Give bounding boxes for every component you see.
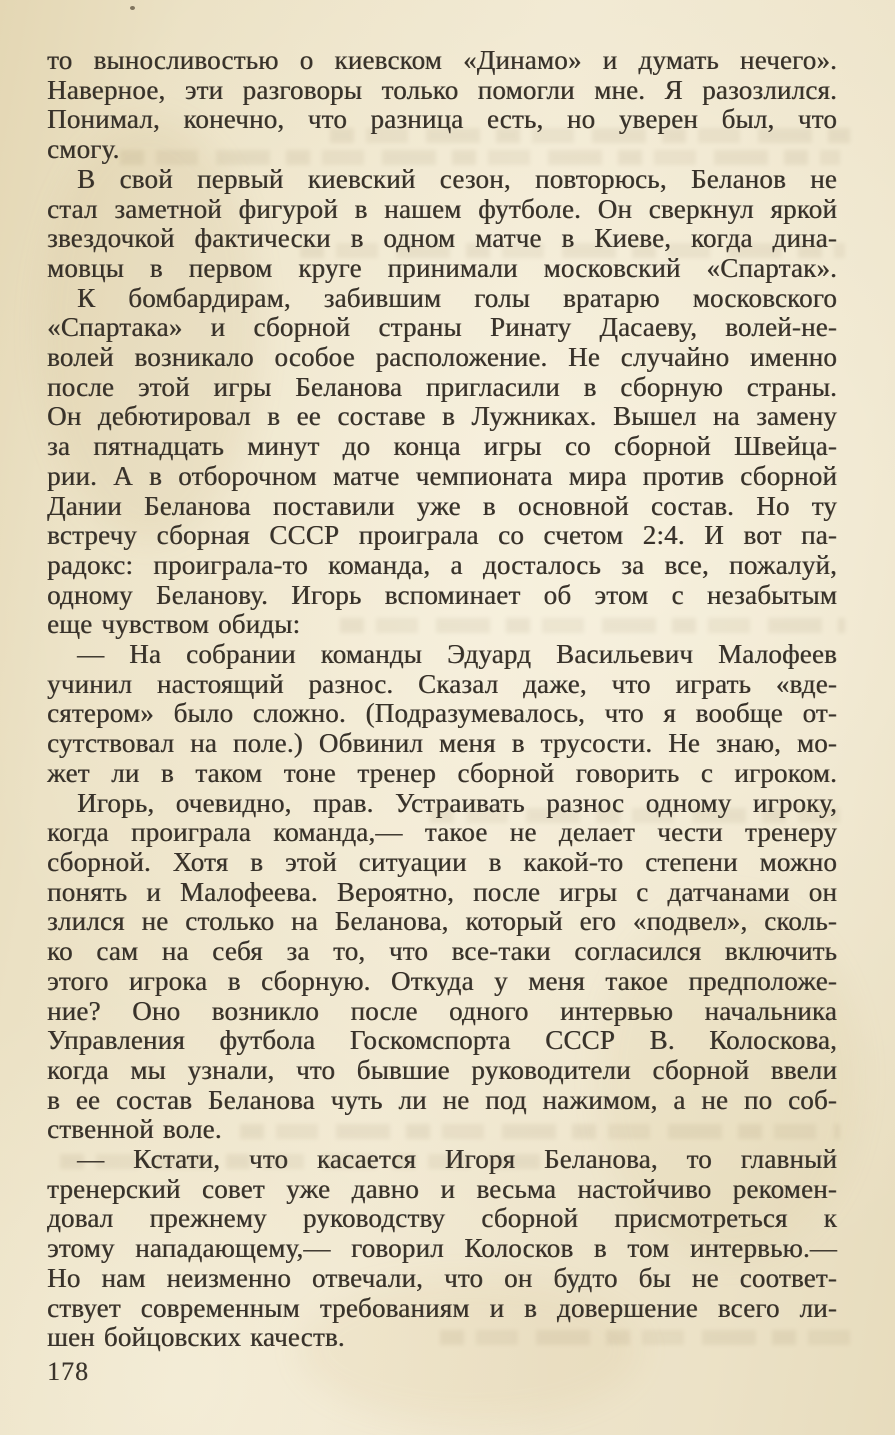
text-line: учинил настоящий разнос. Сказал даже, что играть «вде- <box>47 668 837 699</box>
text-line: встречу сборная СССР проиграла со счетом 2:4. И вот па- <box>47 520 837 551</box>
text-line: волей возникало особое расположение. Не случайно именно <box>47 342 837 373</box>
text-line: сутствовал на поле.) Обвинил меня в трусости. Не знаю, мо- <box>47 728 837 759</box>
text-line: одному Беланову. Игорь вспоминает об этом с незабытым <box>47 579 837 610</box>
text-line: Игорь, очевидно, прав. Устраивать разнос одному игроку, <box>77 787 837 818</box>
text-line: рии. А в отборочном матче чемпионата мира против сборной <box>47 460 837 491</box>
text-column <box>47 46 837 1353</box>
text-line: — Кстати, что касается Игоря Беланова, то главный <box>77 1144 837 1175</box>
text-line: Наверное, эти разговоры только помогли мне. Я разозлился. <box>47 74 837 105</box>
paragraph-2 <box>47 165 837 284</box>
text-line: радокс: проиграла-то команда, а досталось за все, пожалуй, <box>47 549 837 580</box>
text-line: К бомбардирам, забившим голы вратарю московского <box>77 282 837 313</box>
text-line: сятером» было сложно. (Подразумевалось, что я вообще от- <box>47 698 837 729</box>
text-line: стал заметной фигурой в нашем футболе. Он сверкнул яркой <box>47 193 837 224</box>
text-line: — На собрании команды Эдуард Васильевич Малофеев <box>77 639 837 670</box>
text-line: еще чувством обиды: <box>47 609 301 640</box>
text-line: тренерский совет уже давно и весьма настойчиво рекомен- <box>47 1173 837 1204</box>
text-line: В свой первый киевский сезон, повторюсь, Беланов не <box>77 163 837 194</box>
scan-speck <box>130 6 135 10</box>
text-line: Он дебютировал в ее составе в Лужниках. Вышел на замену <box>47 401 837 432</box>
paragraph-6 <box>47 1145 837 1353</box>
text-line: ственной воле. <box>47 1114 222 1145</box>
text-line: то выносливостью о киевском «Динамо» и думать нечего». <box>47 45 837 75</box>
text-line: Дании Беланова поставили уже в основной состав. Но ту <box>47 490 837 521</box>
text-line: «Спартака» и сборной страны Ринату Дасаеву, волей-не- <box>47 312 837 343</box>
text-line: Понимал, конечно, что разница есть, но уверен был, что <box>47 104 837 135</box>
paragraph-3 <box>47 284 837 640</box>
text-line: жет ли в таком тоне тренер сборной говорить с игроком. <box>47 757 837 788</box>
text-line: смогу. <box>47 134 120 165</box>
paragraph-5 <box>47 789 837 1145</box>
text-line: этому нападающему,— говорил Колосков в том интервью.— <box>47 1233 837 1264</box>
page-number: 178 <box>47 1357 89 1386</box>
text-line: Управления футбола Госкомспорта СССР В. Колоскова, <box>47 1025 837 1056</box>
text-line: когда проиграла команда,— такое не делает чести тренеру <box>47 817 837 848</box>
text-line: после этой игры Беланова пригласили в сборную страны. <box>47 371 837 402</box>
text-line: Но нам неизменно отвечали, что он будто бы не соответ- <box>47 1262 837 1293</box>
text-line: ко сам на себя за то, что все-таки согласился включить <box>47 936 837 967</box>
text-line: за пятнадцать минут до конца игры со сборной Швейца- <box>47 431 837 462</box>
text-line: злился не столько на Беланова, который его «подвел», сколь- <box>47 906 837 937</box>
text-line: мовцы в первом круге принимали московский «Спартак». <box>47 252 837 283</box>
text-line: этого игрока в сборную. Откуда у меня такое предположе- <box>47 965 837 996</box>
text-line: шен бойцовских качеств. <box>47 1322 345 1353</box>
text-line: сборной. Хотя в этой ситуации в какой-то степени можно <box>47 846 837 877</box>
text-line: ствует современным требованиям и в довершение всего ли- <box>47 1292 837 1323</box>
paragraph-4 <box>47 640 837 789</box>
text-line: понять и Малофеева. Вероятно, после игры с датчанами он <box>47 876 837 907</box>
text-line: звездочкой фактически в одном матче в Киеве, когда дина- <box>47 223 837 254</box>
text-line: довал прежнему руководству сборной присмотреться к <box>47 1203 837 1234</box>
text-line: ние? Оно возникло после одного интервью начальника <box>47 995 837 1026</box>
text-line: когда мы узнали, что бывшие руководители сборной ввели <box>47 1054 837 1085</box>
text-line: в ее состав Беланова чуть ли не под нажимом, а не по соб- <box>47 1084 837 1115</box>
paragraph-1 <box>47 46 837 165</box>
